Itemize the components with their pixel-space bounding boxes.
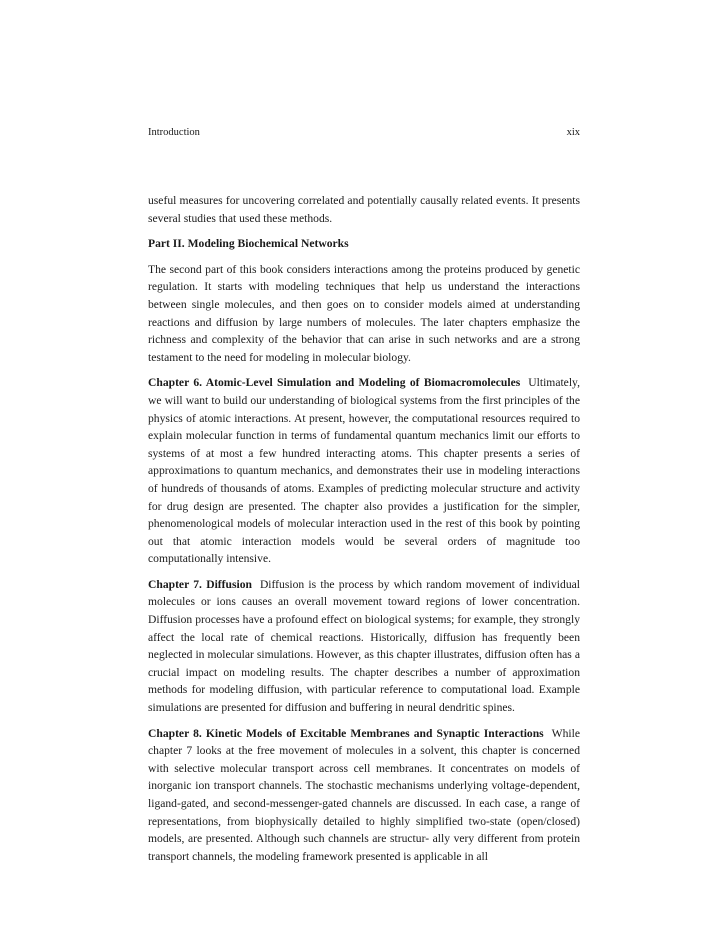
chapter-7-title: Chapter 7. Diffusion xyxy=(148,577,252,591)
chapter-6-section xyxy=(148,374,580,568)
part-heading: Part II. Modeling Biochemical Networks xyxy=(148,237,349,251)
page-content xyxy=(148,192,580,873)
chapter-7-text: Diffusion is the process by which random movement of individual molecules or ions causes an overall movement toward regions of lower concentration. Diffusion processes have a profound effect on biological systems; for example, they strongly affect the local rate of chemical reactions. Historically, diffusion has frequently been neglected in molecular simulations. However, as this chapter illustrates, diffusion often has a crucial impact on modeling results. The chapter describes a number of approximation methods for modeling diffusion, with particular reference to computational load. Example simulations are presented for diffusion and buffering in neural dendritic spines. xyxy=(148,577,580,715)
chapter-7-section xyxy=(148,576,580,717)
chapter-6-title: Chapter 6. Atomic-Level Simulation and Modeling of Biomacromolecules xyxy=(148,376,521,390)
intro-paragraph: useful measures for uncovering correlated and potentially causally related events. It presents several studies that used these methods. xyxy=(148,194,580,225)
chapter-8-title: Chapter 8. Kinetic Models of Excitable Membranes and Synaptic Interactions xyxy=(148,726,544,740)
chapter-8-text: While chapter 7 looks at the free movement of molecules in a solvent, this chapter is concerned with selective molecular transport across cell membranes. It concentrates on models of inorganic ion transport channels. The stochastic mechanisms underlying voltage-dependent, ligand-gated, and second-messenger-gated channels are discussed. In each case, a range of representations, from biophysically detailed to highly simplified two-state (open/closed) models, are presented. Although such channels are structur- ally very different from protein transport channels, the modeling framework presented is applicable in all xyxy=(148,726,580,863)
part-paragraph: The second part of this book considers interactions among the proteins produced by genetic regulation. It starts with modeling techniques that help us understand the interactions between single molecules, and then goes on to consider models aimed at understanding reactions and diffusion by large numbers of molecules. The later chapters emphasize the richness and complexity of the behavior that can arise in such networks and are a strong testament to the need for modeling in molecular biology. xyxy=(148,262,580,364)
chapter-6-text: Ultimately, we will want to build our understanding of biological systems from the first principles of the physics of atomic interactions. At present, however, the computational resources required to explain molecular function in terms of fundamental quantum mechanics limit our efforts to systems of at most a few hundred interacting atoms. This chapter presents a series of approximations to quantum mechanics, and demonstrates their use in modeling interactions of hundreds of thousands of atoms. Examples of predicting molecular structure and activity for drug design are presented. The chapter also provides a justification for the simpler, phenomenological models of molecular interaction used in the rest of this book by pointing out that atomic interaction models would be several orders of magnitude too computationally intensive. xyxy=(148,376,580,566)
chapter-8-section xyxy=(148,725,580,866)
page-number: xix xyxy=(566,127,580,138)
running-title: Introduction xyxy=(148,127,200,138)
